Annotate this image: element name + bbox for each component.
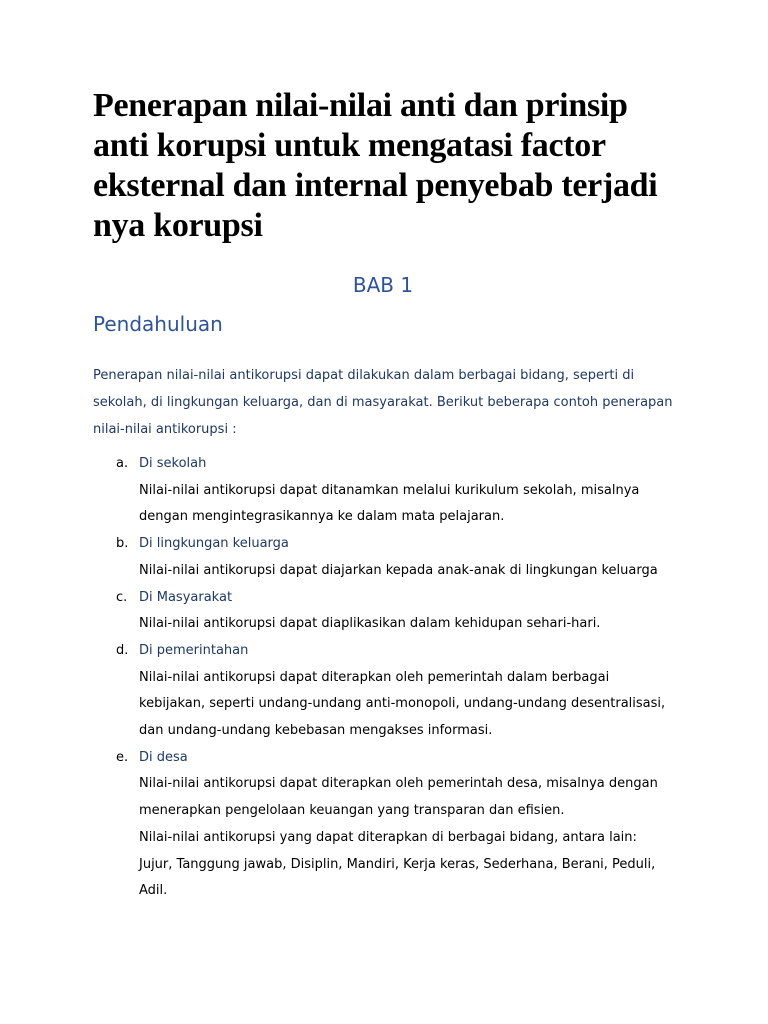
list-item-heading: Di sekolah	[139, 456, 207, 471]
list-marker: d.	[116, 642, 129, 658]
list-item	[93, 585, 673, 638]
list-item-body: Nilai-nilai antikorupsi dapat diterapkan oleh pemerintah dalam berbagai kebijakan, seperti undang-undang anti-monopoli, undang-undang desentralisasi, dan undang-undang kebebasan mengakses informasi.	[139, 669, 666, 739]
intro-paragraph: Penerapan nilai-nilai antikorupsi dapat dilakukan dalam berbagai bidang, seperti di sekolah, di lingkungan keluarga, dan di masyarakat. Berikut beberapa contoh penerapan nilai-nilai antikorupsi :	[93, 368, 673, 437]
list-item-body: Nilai-nilai antikorupsi dapat diterapkan oleh pemerintah desa, misalnya dengan menerapkan pengelolaan keuangan yang transparan dan efisien.	[139, 776, 658, 819]
list-item-heading: Di desa	[139, 749, 188, 765]
list-item-body: Nilai-nilai antikorupsi dapat diaplikasikan dalam kehidupan sehari-hari.	[139, 616, 601, 632]
list-item	[93, 638, 673, 745]
chapter-heading: BAB 1	[352, 273, 414, 297]
list-marker: c.	[116, 589, 128, 605]
section-heading: Pendahuluan	[93, 312, 223, 336]
list-item-heading: Di Masyarakat	[139, 589, 233, 605]
list-item	[93, 745, 673, 905]
list-item-body: Nilai-nilai antikorupsi dapat diajarkan kepada anak-anak di lingkungan keluarga	[139, 562, 658, 578]
list-item-body: Nilai-nilai antikorupsi dapat ditanamkan melalui kurikulum sekolah, misalnya dengan mengintegrasikannya ke dalam mata pelajaran.	[139, 482, 640, 525]
list-item-heading: Di pemerintahan	[139, 642, 249, 658]
document-page	[93, 86, 673, 905]
values-list-text: Jujur, Tanggung jawab, Disiplin, Mandiri, Kerja keras, Sederhana, Berani, Peduli, Adil.	[139, 856, 656, 899]
list-marker: b.	[116, 536, 129, 552]
list-marker: a.	[116, 456, 129, 471]
list-item	[93, 451, 673, 531]
document-title: Penerapan nilai-nilai anti dan prinsip anti korupsi untuk mengatasi factor eksternal dan internal penyebab terjadi nya korupsi	[93, 87, 658, 244]
list-marker: e.	[116, 749, 129, 765]
application-list	[93, 451, 673, 905]
list-item	[93, 531, 673, 584]
values-intro-text: Nilai-nilai antikorupsi yang dapat diterapkan di berbagai bidang, antara lain:	[139, 829, 637, 845]
list-item-heading: Di lingkungan keluarga	[139, 536, 289, 552]
